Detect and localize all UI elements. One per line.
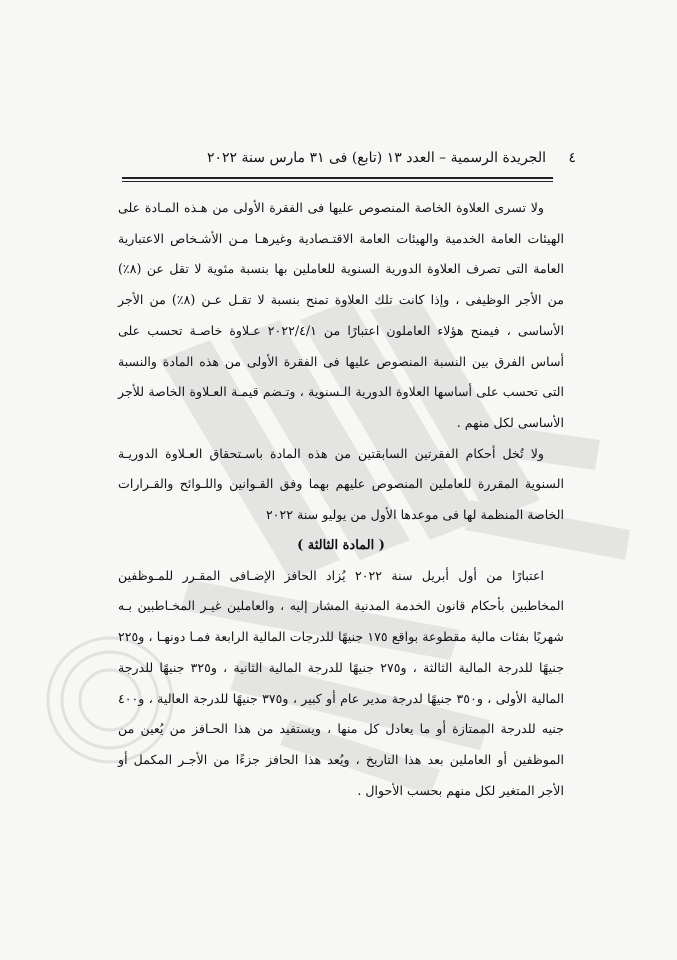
document-body xyxy=(118,193,564,806)
header-rule xyxy=(122,177,553,182)
paragraph-incentive: اعتبارًا من أول أبريل سنة ٢٠٢٢ يُزاد الحافز الإضـافى المقـرر للمـوظفين المخاطبين بأحكام قانون الخدمة المدنية المشار إليه ، والعاملين غيـر المخـاطبين بـه شهريًا بفئات مالية مقطوعة بواقع ١٧٥ جنيهًا للدرجات المالية الرابعة فمـا دونهـا ، و٢٢٥ جنيهًا للدرجة المالية الثالثة ، و٢٧٥ جنيهًا للدرجة المالية الثانية ، و٣٢٥ جنيهًا للدرجة المالية الأولى ، و٣٥٠ جنيهًا لدرجة مدير عام أو كبير ، و٣٧٥ جنيهًا للدرجة العالية ، و٤٠٠ جنيه للدرجة الممتازة أو ما يعادل كل منها ، ويستفيد من هذا الحـافز من يُعين من الموظفين أو العاملين بعد هذا التاريخ ، ويُعد هذا الحافز جزءًا من الأجـر المكمل أو الأجر المتغير لكل منهم بحسب الأحوال . xyxy=(118,567,564,798)
gazette-title: الجريدة الرسمية – العدد ١٣ (تابع) فى ٣١ مارس سنة ٢٠٢٢ xyxy=(207,150,546,166)
paragraph-special-bonus: ولا تسرى العلاوة الخاصة المنصوص عليها فى الفقرة الأولى من هـذه المـادة على الهيئات العامة الخدمية والهيئات العامة الاقتـصادية وغيرهـا مـن الأشـخاص الاعتبارية العامة التى تصرف العلاوة الدورية السنوية للعاملين بها بنسبة مئوية لا تقل عن (٨٪) من الأجر الوظيفى ، وإذا كانت تلك العلاوة تمنح بنسبة لا تقـل عـن (٨٪) من الأجر الأساسى ، فيمنح هؤلاء العاملون اعتبارًا من ٢٠٢٢/٤/١ عـلاوة خاصـة تحسب على أساس الفرق بين النسبة المنصوص عليها فى الفقرة الأولى من هذه المادة والنسبة التى تحسب على أساسها العلاوة الدورية الـسنوية ، وتـضم قيمـة العـلاوة الخاصة للأجر الأساسى لكل منهم . xyxy=(118,200,564,430)
paragraph-periodic-bonus: ولا تُخل أحكام الفقرتين السابقتين من هذه المادة باسـتحقاق العـلاوة الدوريـة السنوية المقررة للعاملين المنصوص عليهم بهما وفق القـوانين واللـوائح والقـرارات الخاصة المنظمة لها فى موعدها الأول من يوليو سنة ٢٠٢٢ xyxy=(118,445,564,523)
article-heading: ( المادة الثالثة ) xyxy=(297,537,385,553)
page-number: ٤ xyxy=(568,150,576,166)
